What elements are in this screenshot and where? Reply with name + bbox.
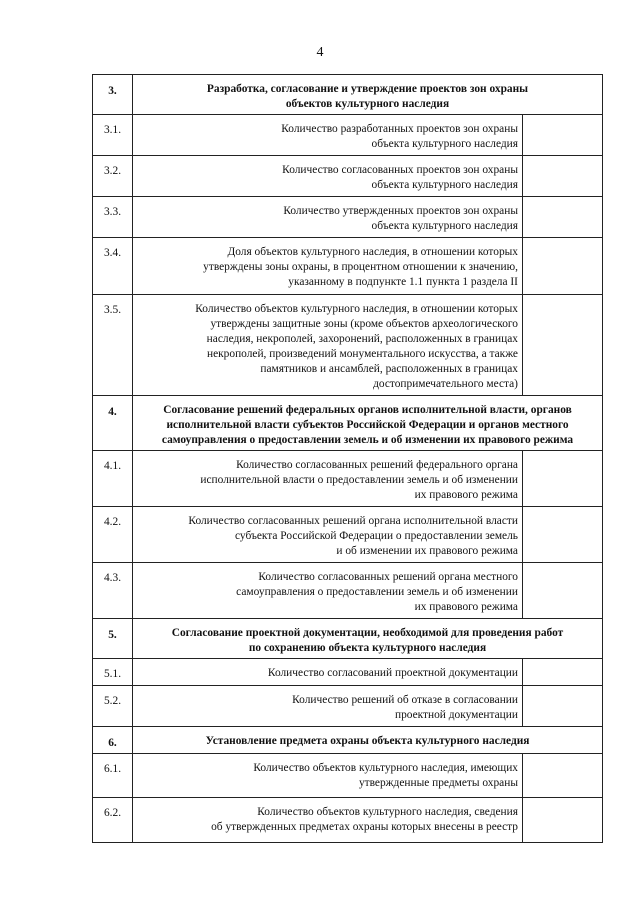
row-description-line: их правового режима [414,489,518,501]
section-title [133,727,603,754]
row-description [133,197,523,238]
value-cell[interactable] [522,451,602,507]
table-row [93,754,603,798]
section-title-line: исполнительной власти субъектов Российской Федерации и органов местного [166,419,569,431]
row-description-line: указанному в подпункте 1.1 пункта 1 раздела II [288,276,518,288]
row-description-line: и об изменении их правового режима [336,545,518,557]
row-description-line: некрополей, произведений монументального искусства, а также [207,348,518,360]
table-row [93,686,603,727]
row-number: 3.1. [93,115,133,156]
row-description-line: проектной документации [394,709,518,721]
row-description [133,754,523,798]
row-description-line: их правового режима [414,601,518,613]
table-row [93,507,603,563]
section-number: 6. [93,727,133,754]
report-table-body [93,75,603,843]
section-number: 3. [93,75,133,115]
row-description-line: Количество согласованных решений федерального органа [236,459,518,471]
row-description-line: Доля объектов культурного наследия, в отношении которых [227,246,518,258]
section-title-line: Согласование проектной документации, необходимой для проведения работ [171,627,564,639]
row-number: 4.3. [93,563,133,619]
section-number: 5. [93,619,133,659]
row-description [133,115,523,156]
row-number: 6.1. [93,754,133,798]
table-row [93,156,603,197]
row-description [133,295,523,396]
table-row [93,197,603,238]
row-description-line: памятников и ансамблей, расположенных в границах [260,363,518,375]
row-description [133,451,523,507]
value-cell[interactable] [522,156,602,197]
table-row [93,238,603,295]
section-title-line: по сохранению объекта культурного наследия [248,642,487,654]
row-description-line: объекта культурного наследия [371,138,518,150]
value-cell[interactable] [522,659,602,686]
value-cell[interactable] [522,197,602,238]
row-description-line: Количество согласованных проектов зон охраны [282,164,518,176]
row-description-line: наследия, некрополей, захоронений, расположенных в границах [206,333,518,345]
row-number: 5.1. [93,659,133,686]
row-number: 3.2. [93,156,133,197]
row-description-line: Количество согласованных решений органа местного [258,571,518,583]
table-row [93,115,603,156]
section-title [133,75,603,115]
row-description [133,798,523,843]
row-number: 3.5. [93,295,133,396]
row-description-line: утвержденные предметы охраны [358,777,518,789]
value-cell[interactable] [522,798,602,843]
section-header-row [93,727,603,754]
section-header-row [93,75,603,115]
table-row [93,659,603,686]
row-description-line: Количество объектов культурного наследия, сведения [257,806,518,818]
row-description [133,156,523,197]
row-description-line: утверждены зоны охраны, в процентном отношении к значению, [203,261,518,273]
section-title [133,396,603,451]
section-header-row [93,619,603,659]
row-description-line: об утвержденных предметах охраны которых внесены в реестр [211,821,518,833]
table-row [93,451,603,507]
section-title-line: Разработка, согласование и утверждение проектов зон охраны [206,83,529,95]
table-row [93,563,603,619]
section-title-line: объектов культурного наследия [285,98,450,110]
section-header-row [93,396,603,451]
value-cell[interactable] [522,507,602,563]
section-number: 4. [93,396,133,451]
row-description [133,686,523,727]
value-cell[interactable] [522,563,602,619]
value-cell[interactable] [522,115,602,156]
row-description [133,507,523,563]
row-description-line: Количество решений об отказе в согласовании [292,694,518,706]
section-title-line: Согласование решений федеральных органов исполнительной власти, органов [163,404,572,416]
row-description-line: исполнительной власти о предоставлении земель и об изменении [200,474,518,486]
row-description [133,659,523,686]
row-description [133,563,523,619]
value-cell[interactable] [522,754,602,798]
row-number: 5.2. [93,686,133,727]
row-description-line: Количество согласований проектной документации [267,667,518,679]
report-table [92,74,603,843]
value-cell[interactable] [522,238,602,295]
row-description-line: Количество разработанных проектов зон охраны [281,123,518,135]
row-description-line: Количество объектов культурного наследия, имеющих [253,762,518,774]
row-number: 4.2. [93,507,133,563]
row-description [133,238,523,295]
row-description-line: Количество утвержденных проектов зон охраны [283,205,518,217]
value-cell[interactable] [522,686,602,727]
row-description-line: Количество согласованных решений органа исполнительной власти [188,515,518,527]
table-row [93,798,603,843]
row-description-line: субъекта Российской Федерации о предоставлении земель [235,530,518,542]
table-row [93,295,603,396]
row-number: 4.1. [93,451,133,507]
section-title-line: Установление предмета охраны объекта культурного наследия [205,735,530,747]
row-number: 3.3. [93,197,133,238]
row-description-line: утверждены защитные зоны (кроме объектов археологического [210,318,518,330]
row-description-line: самоуправления о предоставлении земель и об изменении [236,586,518,598]
page-number: 4 [316,45,324,60]
row-description-line: достопримечательного места) [373,378,518,390]
row-description-line: объекта культурного наследия [371,179,518,191]
section-title-line: самоуправления о предоставлении земель и об изменении их правового режима [161,434,574,446]
row-description-line: объекта культурного наследия [371,220,518,232]
section-title [133,619,603,659]
row-number: 6.2. [93,798,133,843]
row-number: 3.4. [93,238,133,295]
row-description-line: Количество объектов культурного наследия, в отношении которых [195,303,518,315]
value-cell[interactable] [522,295,602,396]
